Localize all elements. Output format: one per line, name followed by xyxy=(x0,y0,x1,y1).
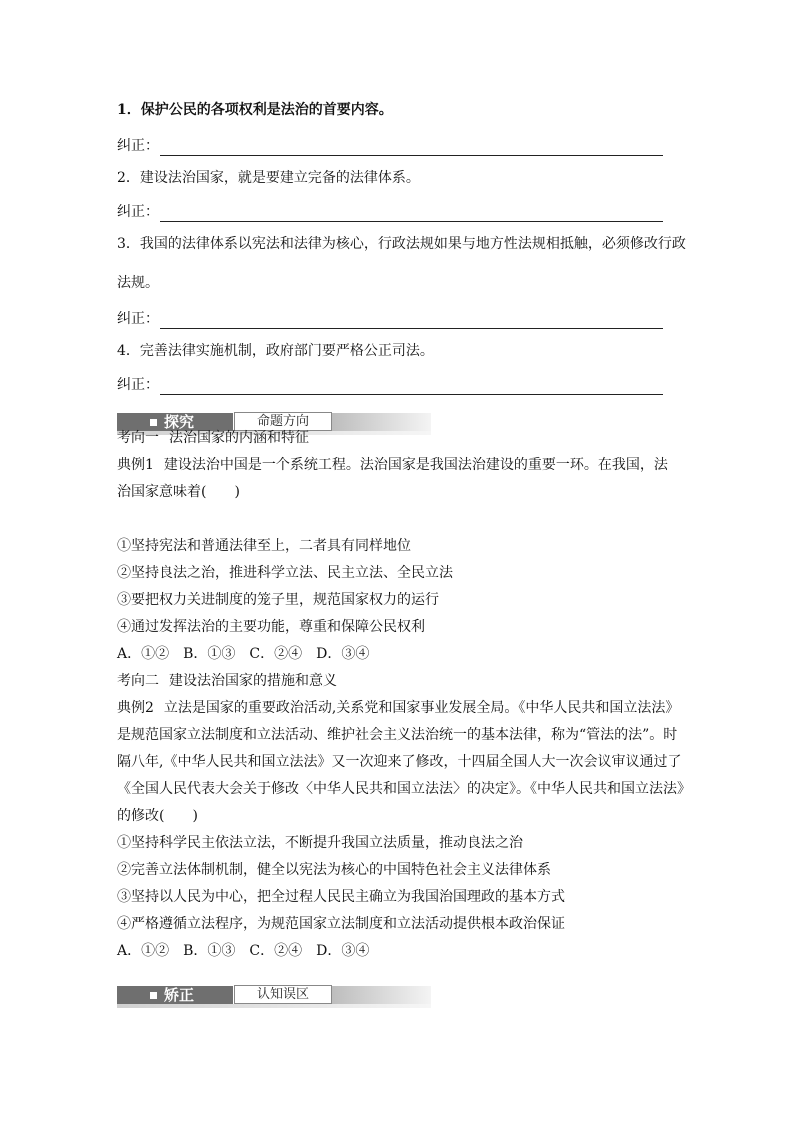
example-2-stem-line-1 xyxy=(117,698,679,718)
section-header-fade xyxy=(332,413,431,431)
correction-underline xyxy=(160,394,663,395)
error-statement-1: 1．保护公民的各项权利是法治的首要内容。 xyxy=(117,102,393,118)
option-c[interactable]: C．②④ xyxy=(249,646,303,662)
section-header-correct xyxy=(117,982,431,1008)
square-bullet-icon xyxy=(150,992,157,999)
example-text: 立法是国家的重要政治活动,关系党和国家事业发展全局。《中华人民共和国立法法》 xyxy=(163,700,680,716)
correction-label: 纠正： xyxy=(117,138,159,154)
statement-item: ④严格遵循立法程序，为规范国家立法制度和立法活动提供根本政治保证 xyxy=(117,916,565,932)
topic-tag: 考向二 xyxy=(117,673,159,689)
example-tag: 典例1 xyxy=(117,457,154,473)
statement-item: ②完善立法体制机制，健全以宪法为核心的中国特色社会主义法律体系 xyxy=(117,862,551,878)
statement-item: ①坚持宪法和普通法律至上，二者具有同样地位 xyxy=(117,538,411,554)
statement-item: ④通过发挥法治的主要功能，尊重和保障公民权利 xyxy=(117,619,425,635)
correction-underline xyxy=(160,155,663,156)
section-title: 探究 xyxy=(164,413,195,431)
section-header-fade xyxy=(332,986,431,1004)
topic-heading-1 xyxy=(117,428,309,448)
option-c[interactable]: C．②④ xyxy=(249,943,303,959)
correction-field-1[interactable] xyxy=(117,136,159,156)
correction-label: 纠正： xyxy=(117,311,159,327)
statement-item: ①坚持科学民主依法立法，不断提升我国立法质量，推动良法之治 xyxy=(117,835,523,851)
section-header-shadow xyxy=(117,1004,431,1008)
example-2-stem-line-3: 隔八年,《中华人民共和国立法法》又一次迎来了修改，十四届全国人大一次会议审议通过了 xyxy=(117,754,682,770)
correction-underline xyxy=(160,221,663,222)
topic-tag: 考向一 xyxy=(117,430,159,446)
error-statement-3: 3．我国的法律体系以宪法和法律为核心，行政法规如果与地方性法规相抵触，必须修改行政 xyxy=(117,236,686,252)
correction-field-2[interactable] xyxy=(117,202,159,222)
statement-item: ③要把权力关进制度的笼子里，规范国家权力的运行 xyxy=(117,592,439,608)
topic-text: 建设法治国家的措施和意义 xyxy=(169,673,337,689)
error-statement-3-cont: 法规。 xyxy=(117,275,159,291)
topic-text: 法治国家的内涵和特征 xyxy=(169,430,309,446)
example-2-stem-line-4: 《全国人民代表大会关于修改〈中华人民共和国立法法〉的决定》。《中华人民共和国立法法》 xyxy=(117,781,691,797)
correction-field-3[interactable] xyxy=(117,309,159,329)
section-subtitle: 命题方向 xyxy=(256,414,309,429)
correction-label: 纠正： xyxy=(117,204,159,220)
example-2-stem-line-5: 的修改( ) xyxy=(117,808,198,824)
example-1-stem-line-1 xyxy=(117,455,668,475)
answer-options-1 xyxy=(117,644,383,664)
section-title: 矫正 xyxy=(164,986,195,1004)
example-tag: 典例2 xyxy=(117,700,154,716)
option-b[interactable]: B．①③ xyxy=(183,646,236,662)
option-d[interactable]: D．③④ xyxy=(316,646,370,662)
option-a[interactable]: A．①② xyxy=(117,646,170,662)
error-statement-4: 4．完善法律实施机制，政府部门要严格公正司法。 xyxy=(117,343,434,359)
section-subtitle: 认知误区 xyxy=(256,987,309,1002)
option-a[interactable]: A．①② xyxy=(117,943,170,959)
correction-underline xyxy=(160,328,663,329)
example-text: 建设法治中国是一个系统工程。法治国家是我国法治建设的重要一环。在我国，法 xyxy=(163,457,668,473)
square-bullet-icon xyxy=(150,419,157,426)
example-1-stem-line-2: 治国家意味着( ) xyxy=(117,484,240,500)
correction-label: 纠正： xyxy=(117,377,159,393)
statement-item: ③坚持以人民为中心，把全过程人民民主确立为我国治国理政的基本方式 xyxy=(117,889,565,905)
example-2-stem-line-2: 是规范国家立法制度和立法活动、维护社会主义法治统一的基本法律，称为“管法的法”。时 xyxy=(117,727,678,743)
error-statement-2: 2．建设法治国家，就是要建立完备的法律体系。 xyxy=(117,170,420,186)
correction-field-4[interactable] xyxy=(117,375,159,395)
answer-options-2 xyxy=(117,941,383,961)
option-b[interactable]: B．①③ xyxy=(183,943,236,959)
topic-heading-2 xyxy=(117,671,337,691)
option-d[interactable]: D．③④ xyxy=(316,943,370,959)
statement-item: ②坚持良法之治，推进科学立法、民主立法、全民立法 xyxy=(117,565,453,581)
